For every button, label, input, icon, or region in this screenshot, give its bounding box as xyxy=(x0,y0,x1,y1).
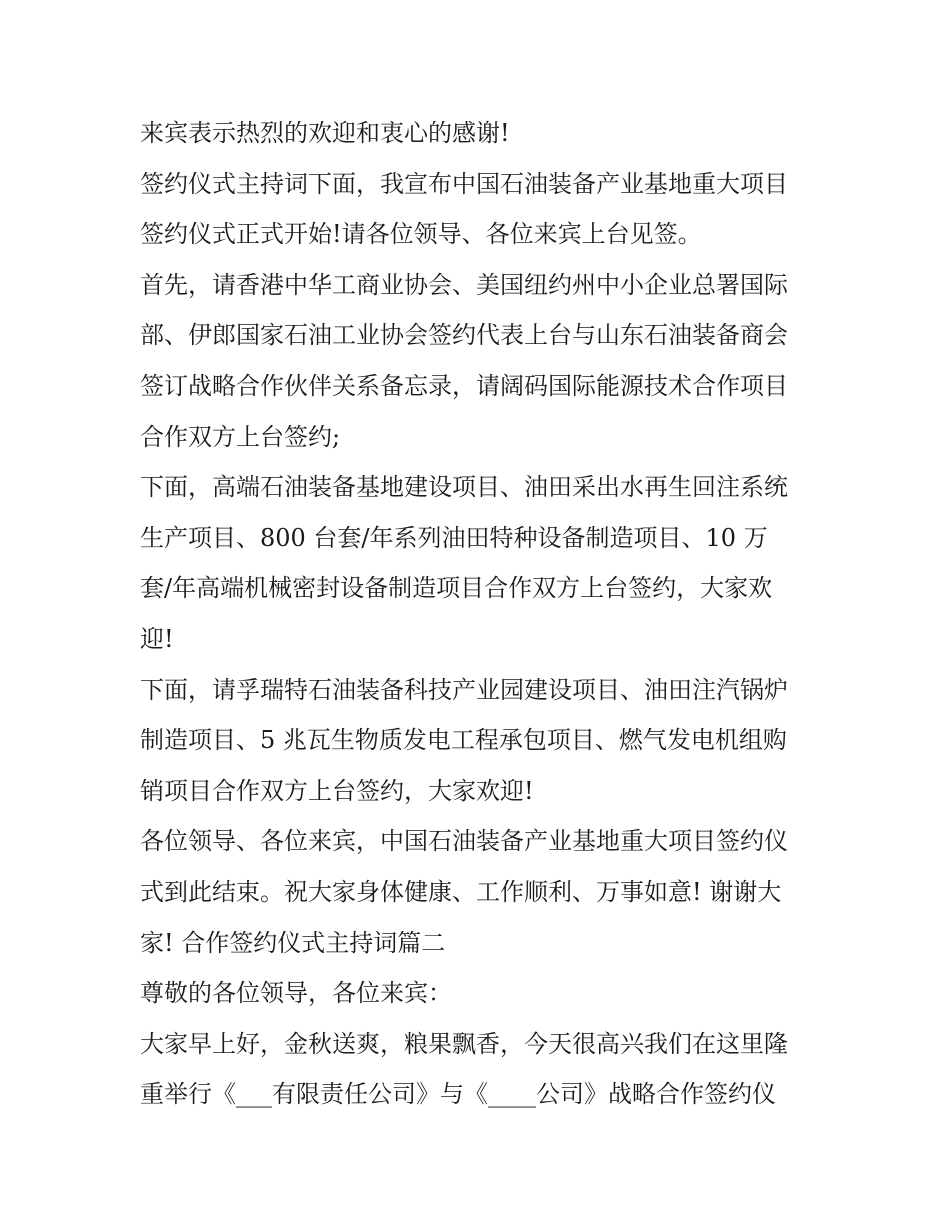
text-line: 重举行《___有限责任公司》与《____公司》战略合作签约仪 xyxy=(140,1080,776,1109)
text-line: 尊敬的各位领导，各位来宾： xyxy=(140,979,452,1008)
text-line: 签约仪式正式开始!请各位领导、各位来宾上台见签。 xyxy=(140,220,702,249)
text-line: 首先，请香港中华工商业协会、美国纽约州中小企业总署国际 xyxy=(140,270,788,299)
text-line: 家! 合作签约仪式主持词篇二 xyxy=(140,928,446,957)
text-line: 签订战略合作伙伴关系备忘录，请阔码国际能源技术合作项目 xyxy=(140,371,788,400)
text-line: 销项目合作双方上台签约，大家欢迎! xyxy=(140,776,534,805)
text-line: 下面，请孚瑞特石油装备科技产业园建设项目、油田注汽锅炉 xyxy=(140,675,788,704)
text-line: 合作双方上台签约; xyxy=(140,422,341,451)
text-line: 生产项目、800 台套/年系列油田特种设备制造项目、10 万 xyxy=(140,523,768,552)
text-line: 迎! xyxy=(140,624,174,653)
text-line: 制造项目、5 兆瓦生物质发电工程承包项目、燃气发电机组购 xyxy=(140,726,787,755)
text-line: 套/年高端机械密封设备制造项目合作双方上台签约，大家欢 xyxy=(140,574,773,603)
text-line: 各位领导、各位来宾，中国石油装备产业基地重大项目签约仪 xyxy=(140,827,788,856)
text-line: 来宾表示热烈的欢迎和衷心的感谢! xyxy=(140,119,510,147)
text-line: 大家早上好，金秋送爽，粮果飘香，今天很高兴我们在这里隆 xyxy=(140,1029,788,1058)
text-line: 下面，高端石油装备基地建设项目、油田采出水再生回注系统 xyxy=(140,473,788,502)
text-line: 签约仪式主持词下面，我宣布中国石油装备产业基地重大项目 xyxy=(140,169,788,198)
text-line: 式到此结束。祝大家身体健康、工作顺利、万事如意! 谢谢大 xyxy=(140,877,782,906)
document-body xyxy=(140,108,820,1120)
text-line: 部、伊郎国家石油工业协会签约代表上台与山东石油装备商会 xyxy=(140,321,788,350)
